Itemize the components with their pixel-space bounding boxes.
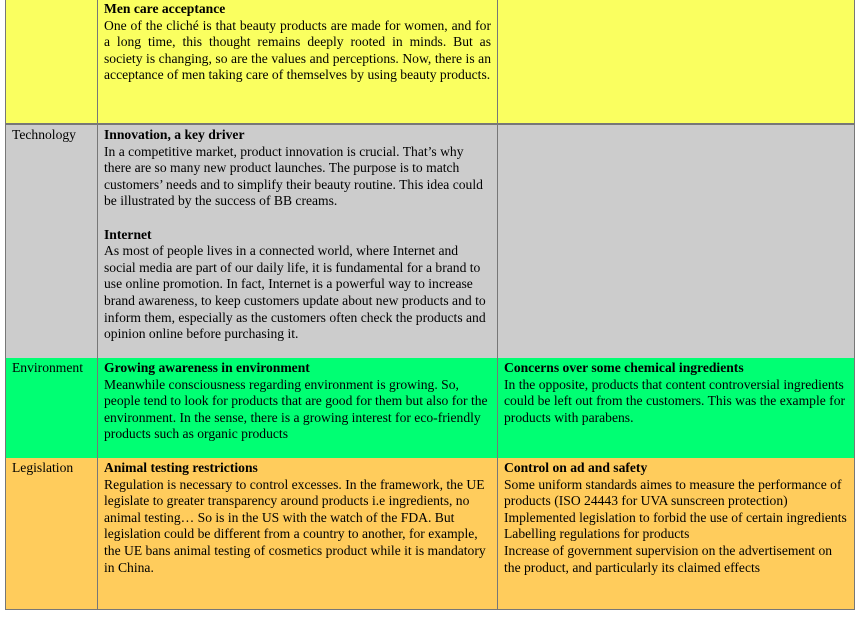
heading-control: Control on ad and safety [504,460,648,475]
row-environment [5,358,855,459]
text-animal-testing: Regulation is necessary to control excesses. In the framework, the UE legislate to greater transparency around products i.e ingredients, no animal testing… So is in the US with the watch of the FDA. But legislation could be different from a country to another, for example, the UE bans animal testing of cosmetics product while it is mandatory in China. [104,476,486,575]
text-internet: As most of people lives in a connected world, where Internet and social media are part of our daily life, it is fundamental for a brand to use online promotion. In fact, Internet is a powerful way to increase brand awareness, to keep customers update about new products and to inform them, especially as the customers often check the products and opinion online before purchasing it. [104,243,486,342]
heading-animal-testing: Animal testing restrictions [104,460,258,475]
threat-cell [497,125,855,358]
text-control-line: Implemented legislation to forbid the use of certain ingredients [504,509,847,525]
text-men-care: One of the cliché is that beauty products are made for women, and for a long time, this thought remains deeply rooted in minds. But as society is changing, so are the values and perceptions. Now, there is an acceptance of men taking care of themselves by using beauty products. [104,17,491,83]
heading-men-care: Men care acceptance [104,1,226,16]
threat-cell [497,458,855,609]
text-awareness: Meanwhile consciousness regarding environment is growing. So, people tend to look for products that are good for them but also for the environment. In the sense, there is a growing interest for eco-friendly products such as organic products [104,376,488,442]
row-label-cell [5,125,97,358]
threat-cell [497,0,855,123]
row-label-technology: Technology [12,127,76,142]
row-label-legislation: Legislation [12,460,74,475]
heading-awareness: Growing awareness in environment [104,360,310,375]
row-legislation [5,458,855,610]
opportunity-cell [97,125,497,358]
text-control-line: Increase of government supervision on the advertisement on the product, and particularly its claimed effects [504,542,833,575]
row-technology [5,124,855,359]
threat-cell [497,358,855,458]
text-control-line: Some uniform standards aimes to measure the performance of products (ISO 24443 for UVA sunscreen protection) [504,476,842,509]
heading-innovation: Innovation, a key driver [104,127,245,142]
opportunity-cell [97,0,497,123]
row-social [5,0,855,124]
text-innovation: In a competitive market, product innovation is crucial. That’s why there are so many new product launches. The purpose is to match customers’ needs and to simplify their beauty routine. This idea could be illustrated by the success of BB creams. [104,143,483,209]
heading-internet: Internet [104,226,152,242]
row-label-cell [5,358,97,458]
opportunity-cell [97,358,497,458]
text-chemical: In the opposite, products that content controversial ingredients could be left out from the customers. This was the example for products with parabens. [504,376,846,425]
row-label-cell [5,458,97,609]
row-label-environment: Environment [12,360,83,375]
heading-chemical: Concerns over some chemical ingredients [504,360,744,375]
row-label-cell [5,0,97,123]
opportunity-cell [97,458,497,609]
text-control-line: Labelling regulations for products [504,526,690,542]
